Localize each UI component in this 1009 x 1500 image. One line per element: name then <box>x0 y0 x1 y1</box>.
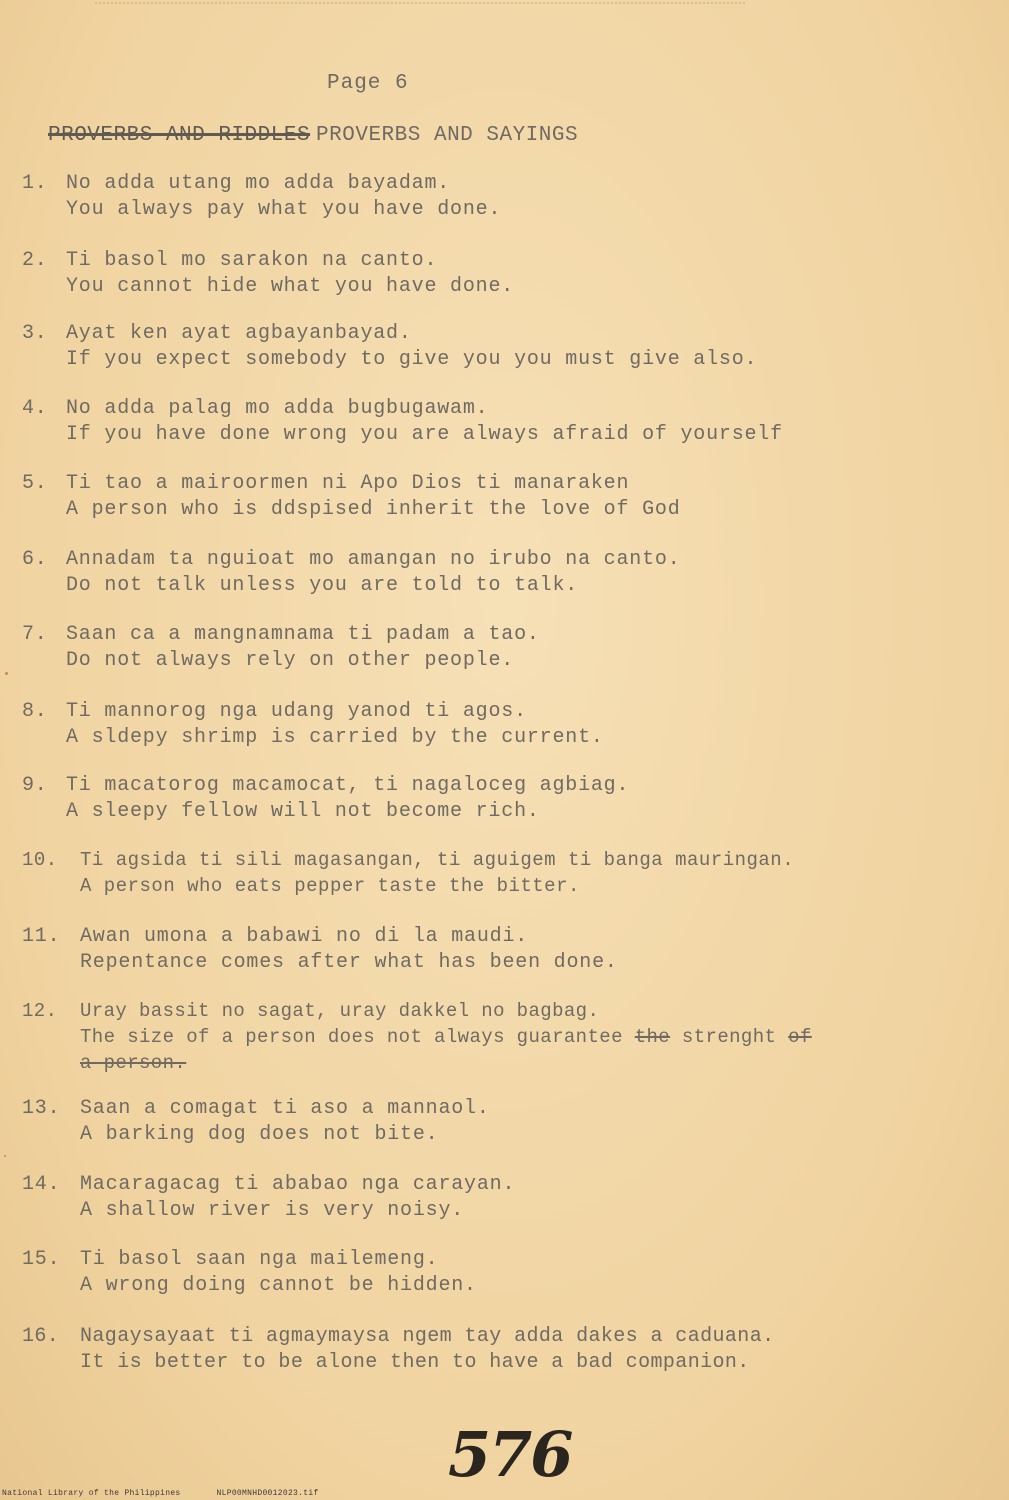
heading-title: PROVERBS AND SAYINGS <box>316 124 579 147</box>
proverb-native: Ti mannorog nga udang yanod ti agos. <box>66 700 527 723</box>
proverb-english: The size of a person does not always guarantee the strenght of <box>80 1026 812 1048</box>
proverb-native: Ti macatorog macamocat, ti nagaloceg agbiag. <box>66 774 630 797</box>
proverb-number: 10. <box>22 849 58 871</box>
footer-institution: National Library of the Philippines <box>2 1489 181 1498</box>
proverb-item <box>22 924 618 976</box>
proverb-item <box>22 1096 490 1148</box>
proverb-english-continued: a person. <box>80 1052 187 1074</box>
struck-heading: PROVERBS AND RIDDLES <box>48 124 311 147</box>
proverb-number: 14. <box>22 1173 61 1196</box>
proverb-native: Ti agsida ti sili magasangan, ti aguigem ti banga mauringan. <box>80 849 795 871</box>
proverb-number: 1. <box>22 172 48 195</box>
proverb-number: 12. <box>22 1000 58 1022</box>
paper-speck <box>5 672 8 675</box>
section-heading <box>48 124 578 147</box>
proverb-item <box>22 847 794 899</box>
proverb-english: A person who is ddspised inherit the love of God <box>66 498 681 521</box>
footer-caption <box>2 1489 319 1498</box>
proverb-item <box>22 773 629 825</box>
proverb-item <box>22 248 514 300</box>
proverb-native: Macaragacag ti ababao nga carayan. <box>80 1173 516 1196</box>
proverb-item <box>22 1324 775 1376</box>
proverb-english: A barking dog does not bite. <box>80 1123 439 1146</box>
proverb-number: 8. <box>22 700 48 723</box>
proverb-number: 5. <box>22 472 48 495</box>
proverb-item <box>22 1247 477 1299</box>
page-label: Page 6 <box>327 72 409 95</box>
proverb-number: 13. <box>22 1097 61 1120</box>
proverb-native: Ayat ken ayat agbayanbayad. <box>66 322 412 345</box>
proverb-item <box>22 471 681 523</box>
proverb-english: Do not always rely on other people. <box>66 649 515 672</box>
proverb-native: No adda utang mo adda bayadam. <box>66 172 451 195</box>
top-dotted-border <box>95 2 745 18</box>
proverb-english: A person who eats pepper taste the bitter. <box>80 875 580 897</box>
proverb-english: If you expect somebody to give you you must give also. <box>66 348 758 371</box>
proverb-english: A sldepy shrimp is carried by the current. <box>66 726 604 749</box>
proverb-item <box>22 699 604 751</box>
paper-speck <box>4 1155 6 1157</box>
proverb-number: 2. <box>22 249 48 272</box>
proverb-native: Ti basol mo sarakon na canto. <box>66 249 438 272</box>
proverb-english: A shallow river is very noisy. <box>80 1199 465 1222</box>
struck-word: of <box>788 1026 812 1048</box>
proverb-number: 4. <box>22 397 48 420</box>
proverb-english: A wrong doing cannot be hidden. <box>80 1274 477 1297</box>
proverb-english: It is better to be alone then to have a bad companion. <box>80 1351 750 1374</box>
proverb-native: Saan ca a mangnamnama ti padam a tao. <box>66 623 540 646</box>
proverb-item <box>22 396 783 448</box>
proverb-english: Do not talk unless you are told to talk. <box>66 574 579 597</box>
proverb-native: Nagaysayaat ti agmaymaysa ngem tay adda dakes a caduana. <box>80 1325 775 1348</box>
proverb-english: You cannot hide what you have done. <box>66 275 515 298</box>
proverb-number: 3. <box>22 322 48 345</box>
proverb-item <box>22 171 501 223</box>
proverb-native: No adda palag mo adda bugbugawam. <box>66 397 489 420</box>
proverb-number: 11. <box>22 925 61 948</box>
proverb-native: Ti basol saan nga mailemeng. <box>80 1248 439 1271</box>
proverb-number: 7. <box>22 623 48 646</box>
proverb-english: You always pay what you have done. <box>66 198 502 221</box>
proverb-item <box>22 547 681 599</box>
proverb-english: If you have done wrong you are always afraid of yourself <box>66 423 783 446</box>
proverb-native: Uray bassit no sagat, uray dakkel no bagbag. <box>80 1000 600 1022</box>
proverb-item <box>22 998 812 1076</box>
proverb-number: 16. <box>22 1325 60 1348</box>
proverb-item <box>22 622 540 674</box>
proverb-number: 15. <box>22 1248 61 1271</box>
proverb-native: Ti tao a mairoormen ni Apo Dios ti manaraken <box>66 472 630 495</box>
footer-filename: NLP00MNHD0012023.tif <box>216 1489 319 1498</box>
proverb-native: Annadam ta nguioat mo amangan no irubo na canto. <box>66 548 681 571</box>
proverb-english: A sleepy fellow will not become rich. <box>66 800 540 823</box>
proverb-english: Repentance comes after what has been done. <box>80 951 618 974</box>
proverb-native: Awan umona a babawi no di la maudi. <box>80 925 529 948</box>
proverb-number: 9. <box>22 774 48 797</box>
struck-word: the <box>634 1026 671 1048</box>
proverb-item <box>22 1172 515 1224</box>
proverb-native: Saan a comagat ti aso a mannaol. <box>80 1097 490 1120</box>
handwritten-page-number: 576 <box>448 1418 572 1491</box>
proverb-number: 6. <box>22 548 48 571</box>
proverb-item <box>22 321 757 373</box>
